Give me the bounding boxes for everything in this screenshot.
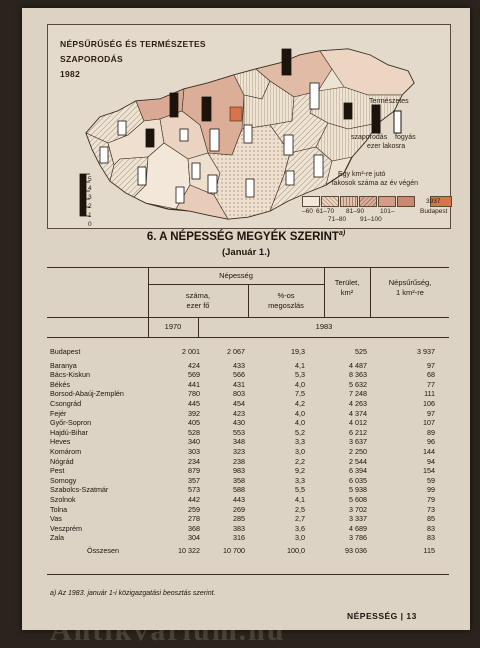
table-row — [22, 409, 470, 419]
book-page — [22, 8, 470, 647]
cell-p1983: 431 — [233, 379, 245, 389]
cell-p1983: 285 — [233, 514, 245, 524]
cell-p1970: 340 — [188, 437, 200, 447]
header-year-1970: 1970 — [164, 322, 182, 331]
cell-county: Nógrád — [50, 456, 74, 466]
density-swatch-3 — [340, 196, 358, 207]
cell-area: 3 637 — [349, 437, 367, 447]
cell-dens: 85 — [427, 514, 435, 524]
cell-dens: 154 — [423, 466, 435, 476]
cell-county: Komárom — [50, 446, 82, 456]
header-nepsuruseg: Népsűrűség, 1 km²-re — [388, 278, 432, 297]
cell-dens: 77 — [427, 379, 435, 389]
cell-dens: 68 — [427, 370, 435, 380]
cell-county: Győr-Sopron — [50, 418, 92, 428]
cell-dens: 83 — [427, 533, 435, 543]
cell-p1983: 803 — [233, 389, 245, 399]
cell-county: Összesen — [87, 545, 119, 555]
cell-pct: 3,0 — [295, 533, 305, 543]
table-row — [22, 533, 470, 543]
cell-p1970: 441 — [188, 379, 200, 389]
table-row — [22, 361, 470, 371]
cell-county: Pest — [50, 466, 65, 476]
cell-area: 2 250 — [349, 446, 367, 456]
cell-p1983: 269 — [233, 504, 245, 514]
cell-pct: 3,3 — [295, 437, 305, 447]
cell-area: 3 786 — [349, 533, 367, 543]
cell-pct: 4,1 — [295, 360, 305, 370]
cell-p1970: 304 — [188, 533, 200, 543]
density-swatch-2 — [321, 196, 339, 207]
cell-dens: 97 — [427, 408, 435, 418]
cell-p1983: 383 — [233, 523, 245, 533]
scale-labels: 5 4 3 2 1 0 — [88, 176, 92, 228]
cell-p1970: 445 — [188, 398, 200, 408]
cell-p1983: 553 — [233, 427, 245, 437]
cell-pct: 4,0 — [295, 379, 305, 389]
cell-dens: 99 — [427, 485, 435, 495]
cell-p1983: 588 — [233, 485, 245, 495]
cell-p1983: 323 — [233, 446, 245, 456]
table-row — [22, 389, 470, 399]
cell-p1983: 433 — [233, 360, 245, 370]
table-row — [22, 380, 470, 390]
cell-p1970: 879 — [188, 466, 200, 476]
cell-pct: 9,2 — [295, 466, 305, 476]
cell-county: Borsod-Abaúj-Zemplén — [50, 389, 124, 399]
table-row — [22, 428, 470, 438]
cell-dens: 94 — [427, 456, 435, 466]
cell-area: 4 374 — [349, 408, 367, 418]
cell-p1970: 278 — [188, 514, 200, 524]
page-footer: NÉPESSÉG | 13 — [347, 611, 417, 621]
cell-p1970: 10 322 — [178, 545, 200, 555]
table-row — [22, 505, 470, 515]
table-row — [22, 466, 470, 476]
cell-p1970: 569 — [188, 370, 200, 380]
map-figure: NÉPSŰRŰSÉG ÉS TERMÉSZETES SZAPORODÁS 1982 5 4 3 2 1 0 Természetes szaporodás fogyás ezer lakosra Egy km²-re jutó lakosok száma az év végén –60 61–70 71–80 81–90 91–100 101– 3937 Budapest — [47, 24, 451, 229]
cell-p1983: 316 — [233, 533, 245, 543]
cell-p1970: 2 001 — [182, 347, 200, 356]
cell-dens: 79 — [427, 494, 435, 504]
cell-p1983: 2 067 — [227, 347, 245, 356]
cell-dens: 111 — [424, 389, 435, 399]
cell-p1983: 348 — [233, 437, 245, 447]
table-row — [22, 514, 470, 524]
cell-county: Békés — [50, 379, 70, 389]
cell-dens: 83 — [427, 523, 435, 533]
cell-dens: 106 — [423, 398, 435, 408]
map-title: NÉPSŰRŰSÉG ÉS TERMÉSZETES SZAPORODÁS 1982 — [60, 39, 206, 79]
table-rule — [148, 284, 324, 285]
cell-pct: 2,7 — [295, 514, 305, 524]
cell-county: Somogy — [50, 475, 77, 485]
cell-area: 5 632 — [349, 379, 367, 389]
cell-area: 93 036 — [345, 545, 367, 555]
cell-area: 4 689 — [349, 523, 367, 533]
cell-p1983: 983 — [233, 466, 245, 476]
table-row — [22, 485, 470, 495]
cell-pct: 100,0 — [287, 545, 305, 555]
legend-increase-swatch — [372, 105, 380, 133]
cell-p1983: 443 — [233, 494, 245, 504]
cell-dens: 115 — [423, 545, 435, 555]
table-body — [22, 347, 470, 555]
density-swatch-4 — [359, 196, 377, 207]
cell-pct: 4,2 — [295, 398, 305, 408]
cell-p1970: 357 — [188, 475, 200, 485]
density-swatch-6 — [397, 196, 415, 207]
cell-pct: 5,3 — [295, 370, 305, 380]
cell-county: Baranya — [50, 360, 77, 370]
cell-p1983: 423 — [233, 408, 245, 418]
cell-dens: 3 937 — [417, 347, 435, 356]
cell-pct: 5,5 — [295, 485, 305, 495]
table-rule-top — [47, 267, 449, 268]
cell-p1983: 238 — [233, 456, 245, 466]
cell-county: Csongrád — [50, 398, 82, 408]
cell-county: Tolna — [50, 504, 68, 514]
cell-p1970: 528 — [188, 427, 200, 437]
density-swatch-5 — [378, 196, 396, 207]
cell-county: Bács-Kiskun — [50, 370, 90, 380]
cell-p1970: 573 — [188, 485, 200, 495]
cell-area: 5 608 — [349, 494, 367, 504]
cell-area: 8 363 — [349, 370, 367, 380]
header-szama: száma, ezer fő — [185, 291, 211, 310]
cell-county: Fejér — [50, 408, 67, 418]
cell-area: 7 248 — [349, 389, 367, 399]
header-megoszlas: %-os megoszlás — [268, 291, 304, 310]
cell-dens: 107 — [423, 418, 435, 428]
table-row — [22, 418, 470, 428]
table-title: 6. A NÉPESSÉG MEGYÉK SZERINT$^{a)}$ — [146, 230, 346, 243]
cell-pct: 19,3 — [291, 347, 305, 356]
header-terulet: Terület, km² — [334, 278, 360, 297]
cell-p1970: 442 — [188, 494, 200, 504]
cell-area: 4 263 — [349, 398, 367, 408]
cell-pct: 3,0 — [295, 446, 305, 456]
cell-p1983: 358 — [233, 475, 245, 485]
cell-pct: 5,2 — [295, 427, 305, 437]
table-row — [22, 347, 470, 357]
cell-p1970: 780 — [188, 389, 200, 399]
table-row — [22, 370, 470, 380]
footnote: a) Az 1983. január 1-i közigazgatási beosztás szerint. — [50, 590, 216, 597]
cell-area: 2 544 — [349, 456, 367, 466]
cell-p1970: 303 — [188, 446, 200, 456]
table-subtitle: (Január 1.) — [221, 247, 271, 258]
cell-area: 525 — [355, 347, 367, 356]
cell-pct: 3,6 — [295, 523, 305, 533]
cell-p1970: 234 — [188, 456, 200, 466]
cell-area: 4 012 — [349, 418, 367, 428]
cell-dens: 89 — [427, 427, 435, 437]
cell-pct: 2,2 — [295, 456, 305, 466]
cell-area: 4 487 — [349, 360, 367, 370]
table-row — [22, 495, 470, 505]
table-row-total — [22, 546, 470, 556]
cell-county: Heves — [50, 437, 71, 447]
cell-p1970: 259 — [188, 504, 200, 514]
cell-pct: 4,1 — [295, 494, 305, 504]
cell-p1983: 454 — [233, 398, 245, 408]
cell-area: 6 035 — [349, 475, 367, 485]
table-row — [22, 437, 470, 447]
cell-county: Budapest — [50, 347, 81, 356]
cell-p1970: 405 — [188, 418, 200, 428]
cell-county: Szolnok — [50, 494, 76, 504]
cell-area: 6 212 — [349, 427, 367, 437]
header-year-1983: 1983 — [315, 322, 333, 331]
cell-county: Vas — [50, 514, 62, 524]
cell-dens: 97 — [427, 360, 435, 370]
cell-dens: 96 — [427, 437, 435, 447]
cell-pct: 4,0 — [295, 418, 305, 428]
density-swatch-1 — [302, 196, 320, 207]
cell-pct: 7,5 — [295, 389, 305, 399]
cell-pct: 4,0 — [295, 408, 305, 418]
cell-dens: 59 — [427, 475, 435, 485]
cell-p1983: 566 — [233, 370, 245, 380]
legend-decrease-swatch — [394, 111, 401, 133]
cell-pct: 2,5 — [295, 504, 305, 514]
table-row — [22, 399, 470, 409]
cell-county: Veszprém — [50, 523, 82, 533]
cell-p1970: 424 — [188, 360, 200, 370]
cell-county: Hajdú-Bihar — [50, 427, 88, 437]
cell-p1970: 368 — [188, 523, 200, 533]
table-row — [22, 447, 470, 457]
cell-area: 6 394 — [349, 466, 367, 476]
cell-dens: 144 — [423, 446, 435, 456]
table-rule — [47, 574, 449, 575]
budapest-marker — [230, 107, 242, 121]
table-rule — [47, 317, 449, 318]
header-nepesseg: Népesség — [219, 271, 253, 280]
cell-p1970: 392 — [188, 408, 200, 418]
cell-pct: 3,3 — [295, 475, 305, 485]
table-row — [22, 524, 470, 534]
table-rule — [47, 337, 449, 338]
cell-area: 3 702 — [349, 504, 367, 514]
table-row — [22, 457, 470, 467]
cell-p1983: 430 — [233, 418, 245, 428]
cell-area: 3 337 — [349, 514, 367, 524]
table-row — [22, 476, 470, 486]
cell-county: Szabolcs-Szatmár — [50, 485, 109, 495]
watermark: Antikvárium.hu — [50, 614, 286, 647]
cell-area: 5 938 — [349, 485, 367, 495]
cell-dens: 73 — [427, 504, 435, 514]
cell-p1983: 10 700 — [223, 545, 245, 555]
cell-county: Zala — [50, 533, 64, 543]
